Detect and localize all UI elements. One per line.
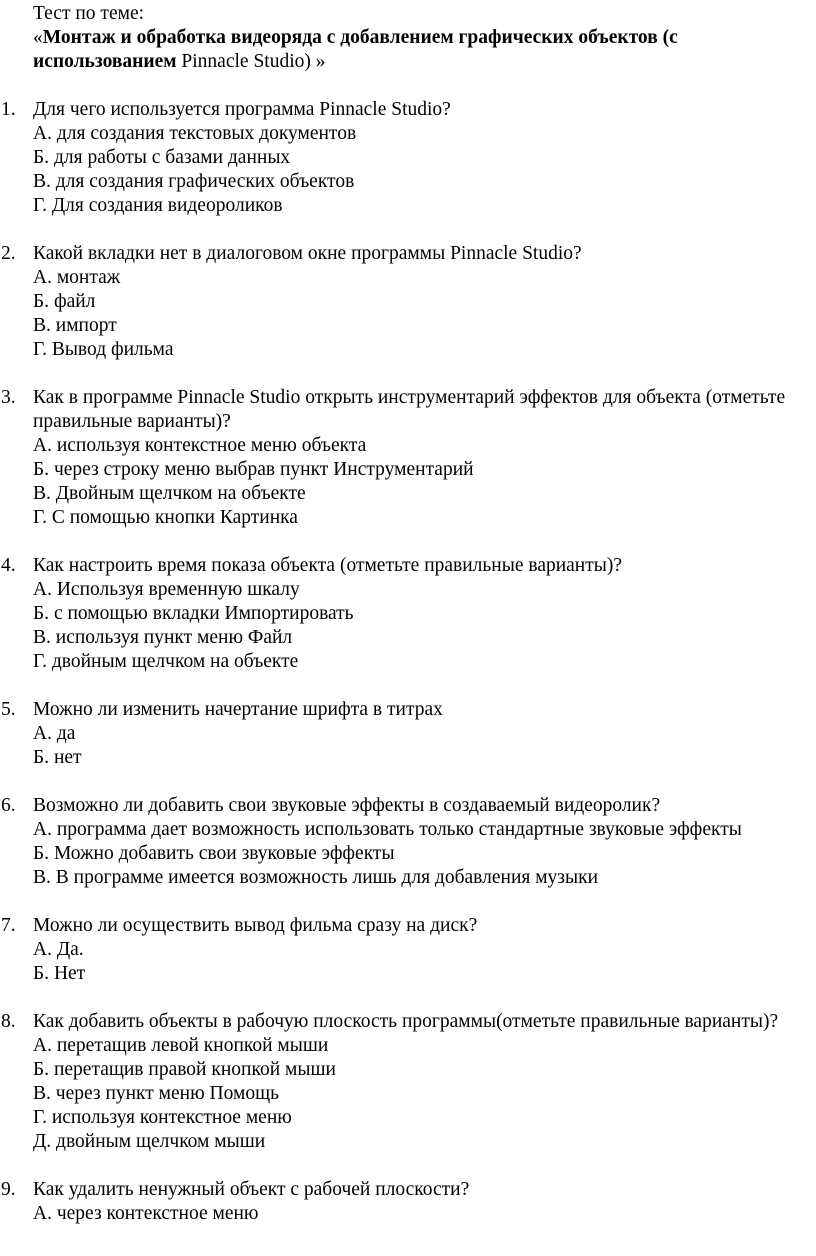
answer-options xyxy=(33,578,816,674)
answer-options xyxy=(33,266,816,362)
question-text: Как в программе Pinnacle Studio открыть инструментарий эффектов для объекта (отметьте правильные варианты)? xyxy=(33,387,786,432)
answer-option: Г. С помощью кнопки Картинка xyxy=(33,507,298,528)
question-item xyxy=(0,794,816,890)
topic-title-bold-part-2: использованием xyxy=(33,51,177,72)
question-list xyxy=(0,98,816,1250)
answer-option: А. для создания текстовых документов xyxy=(33,123,357,144)
question-number: 2. xyxy=(1,243,16,264)
answer-options xyxy=(33,1034,816,1154)
topic-title-line-2 xyxy=(33,50,803,74)
answer-option: В. для создания графических объектов xyxy=(33,171,355,192)
answer-option: Б. через строку меню выбрав пункт Инструментарий xyxy=(33,459,474,480)
topic-title-line-1 xyxy=(33,26,803,50)
answer-options xyxy=(33,122,816,218)
answer-option: В. импорт xyxy=(33,315,117,336)
answer-option: Б. файл xyxy=(33,291,96,312)
topic-title-rest: Pinnacle Studio) » xyxy=(176,51,326,72)
question-text: Как удалить ненужный объект с рабочей плоскости? xyxy=(33,1179,470,1200)
answer-option: В. через пункт меню Помощь xyxy=(33,1083,280,1104)
question-text: Можно ли осуществить вывод фильма сразу на диск? xyxy=(33,915,478,936)
answer-option: А. монтаж xyxy=(33,267,121,288)
question-item xyxy=(0,1178,816,1226)
answer-option: А. Используя временную шкалу xyxy=(33,579,300,600)
answer-option: Г. двойным щелчком на объекте xyxy=(33,651,299,672)
answer-option: Б. перетащив правой кнопкой мыши xyxy=(33,1059,336,1080)
answer-option: Б. Нет xyxy=(33,963,86,984)
question-number: 7. xyxy=(1,915,16,936)
question-number: 3. xyxy=(1,387,16,408)
document-header xyxy=(33,2,803,74)
question-number: 9. xyxy=(1,1179,16,1200)
answer-option: В. Двойным щелчком на объекте xyxy=(33,483,306,504)
answer-option: В. используя пункт меню Файл xyxy=(33,627,293,648)
answer-option: Б. с помощью вкладки Импортировать xyxy=(33,603,354,624)
answer-option: Б. нет xyxy=(33,747,82,768)
question-text: Какой вкладки нет в диалоговом окне программы Pinnacle Studio? xyxy=(33,243,582,264)
question-number: 8. xyxy=(1,1011,16,1032)
answer-options xyxy=(33,1202,816,1226)
question-item xyxy=(0,386,816,530)
question-number: 6. xyxy=(1,795,16,816)
answer-option: Б. Можно добавить свои звуковые эффекты xyxy=(33,843,395,864)
question-text: Как добавить объекты в рабочую плоскость программы(отметьте правильные варианты)? xyxy=(33,1011,779,1032)
answer-option: А. да xyxy=(33,723,76,744)
answer-option: А. через контекстное меню xyxy=(33,1203,259,1224)
question-item xyxy=(0,1010,816,1154)
answer-options xyxy=(33,938,816,986)
answer-options xyxy=(33,722,816,770)
answer-option: А. программа дает возможность использовать только стандартные звуковые эффекты xyxy=(33,819,742,840)
open-quote: « xyxy=(33,27,43,48)
answer-option: В. В программе имеется возможность лишь для добавления музыки xyxy=(33,867,599,888)
answer-option: Г. Вывод фильма xyxy=(33,339,174,360)
question-item xyxy=(0,98,816,218)
question-number: 5. xyxy=(1,699,16,720)
answer-option: Г. используя контекстное меню xyxy=(33,1107,292,1128)
question-number: 4. xyxy=(1,555,16,576)
answer-option: А. Да. xyxy=(33,939,84,960)
question-item xyxy=(0,242,816,362)
question-number: 1. xyxy=(1,99,16,120)
topic-title-bold-part-1: Монтаж и обработка видеоряда с добавлением графических объектов (с xyxy=(42,27,678,48)
answer-option: А. используя контекстное меню объекта xyxy=(33,435,367,456)
question-item xyxy=(0,914,816,986)
question-text: Как настроить время показа объекта (отметьте правильные варианты)? xyxy=(33,555,623,576)
answer-option: А. перетащив левой кнопкой мыши xyxy=(33,1035,329,1056)
header-intro: Тест по теме: xyxy=(33,3,145,24)
answer-options xyxy=(33,434,816,530)
answer-option: Б. для работы с базами данных xyxy=(33,147,291,168)
answer-option: Г. Для создания видеороликов xyxy=(33,195,283,216)
answer-options xyxy=(33,818,816,890)
answer-option: Д. двойным щелчком мыши xyxy=(33,1131,266,1152)
question-item xyxy=(0,554,816,674)
question-text: Возможно ли добавить свои звуковые эффекты в создаваемый видеоролик? xyxy=(33,795,661,816)
question-item xyxy=(0,698,816,770)
question-text: Можно ли изменить начертание шрифта в титрах xyxy=(33,699,443,720)
question-text: Для чего используется программа Pinnacle Studio? xyxy=(33,99,451,120)
